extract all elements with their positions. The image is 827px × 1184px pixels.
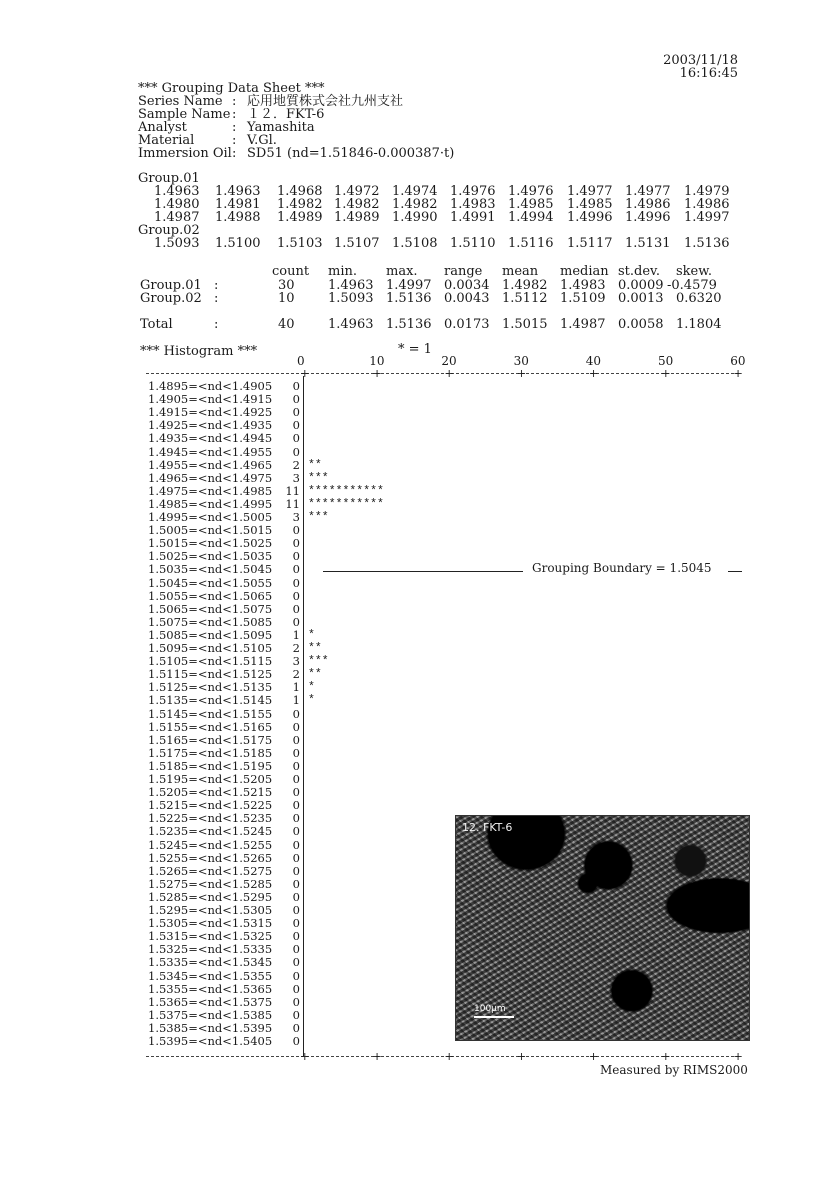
bin-range: 1.5135=<nd<1.5145 [148,693,273,708]
group-value: 1.4963 [154,184,200,199]
bin-range: 1.5055=<nd<1.5065 [148,588,273,603]
bin-count: 2 [292,641,300,655]
group-value: 1.4987 [154,210,200,225]
bin-range: 1.5295=<nd<1.5305 [148,903,273,917]
bin-count: 0 [292,562,300,577]
bin-count: 0 [292,418,300,433]
bin-bar: * [308,681,315,695]
stats-header: st.dev. [618,264,660,279]
bin-bar: ** [308,668,322,682]
group-value: 1.4991 [450,210,496,225]
bin-count: 0 [292,392,300,407]
stats-value: 0.0013 [618,291,664,306]
bin-range: 1.4905=<nd<1.4915 [148,392,273,407]
group-value: 1.4977 [567,184,613,199]
stats-header: median [560,264,609,279]
stats-value: 1.5112 [502,291,548,306]
stats-value: 1.4963 [328,317,374,332]
group-value: 1.4963 [215,184,261,199]
bin-count: 0 [292,719,300,734]
axis-tick-mark: + [733,366,743,380]
axis-tick-mark: + [444,1049,455,1063]
bin-range: 1.5215=<nd<1.5225 [148,798,273,813]
bin-range: 1.4975=<nd<1.4985 [148,483,273,498]
stats-value: 0.0058 [618,317,664,332]
meta-separator: : [232,94,237,109]
stats-row-name: Total [140,317,173,332]
stats-value: 1.5093 [328,291,374,306]
stats-value: 1.1804 [676,317,722,332]
stats-value: 1.5015 [502,317,548,332]
axis-tick-mark: + [733,1049,743,1063]
group-value: 1.4974 [392,184,438,199]
group-value: 1.4986 [684,197,730,212]
axis-bottom-line [146,1056,739,1057]
bin-count: 0 [292,379,300,393]
scale-bar-label: 100μm [474,1004,506,1014]
axis-tick-mark: + [444,366,455,380]
stats-value: 1.4983 [560,278,606,293]
stats-row-name: Group.02 [140,291,202,306]
scale-bar [474,1016,514,1018]
stats-value: 1.4987 [560,317,606,332]
group-value: 1.4968 [277,184,323,199]
axis-tick-mark: + [661,366,671,380]
bin-count: 0 [292,929,300,944]
report-date: 2003/11/18 [663,53,738,68]
group-value: 1.5093 [154,236,200,251]
bin-range: 1.4985=<nd<1.4995 [148,496,273,511]
grouping-boundary-tail [728,571,742,572]
bin-range: 1.5165=<nd<1.5175 [148,732,273,747]
histogram-scale-note: * = 1 [398,342,432,357]
stats-value: 0.0034 [444,278,490,293]
meta-value: SD51 (nd=1.51846-0.000387·t) [247,146,455,161]
bin-range: 1.5395=<nd<1.5405 [148,1034,273,1048]
bin-bar: * [308,694,315,708]
group-value: 1.4976 [508,184,554,199]
stats-header: count [272,264,310,279]
bin-count: 1 [292,680,300,695]
grouping-boundary-label: Grouping Boundary = 1.5045 [532,561,712,576]
bin-range: 1.4945=<nd<1.4955 [148,444,273,459]
axis-tick-label: 30 [513,354,529,368]
meta-separator: : [232,146,237,161]
bin-count: 0 [292,732,300,747]
bin-range: 1.5105=<nd<1.5115 [148,654,273,669]
group-value: 1.5103 [277,236,323,251]
axis-tick-mark: + [372,1049,382,1063]
bin-count: 0 [292,405,300,420]
bin-range: 1.5125=<nd<1.5135 [148,680,273,695]
meta-separator: : [232,133,237,148]
group-value: 1.4997 [684,210,730,225]
meta-value: V.Gl. [247,133,277,148]
bin-count: 0 [292,549,300,564]
bin-range: 1.5345=<nd<1.5355 [148,968,273,983]
bin-count: 0 [292,824,300,839]
meta-separator: : [232,107,237,122]
bin-range: 1.4955=<nd<1.4965 [148,457,273,472]
meta-separator: : [232,120,237,135]
bin-range: 1.5015=<nd<1.5025 [148,536,273,551]
bin-count: 0 [292,785,300,800]
group-value: 1.4996 [567,210,613,225]
group-name: Group.02 [138,223,200,238]
bin-bar: ** [308,458,322,472]
bin-bar: ** [308,642,322,655]
stats-value: 1.4963 [328,278,374,293]
bin-range: 1.5145=<nd<1.5155 [148,706,273,721]
bin-range: 1.5265=<nd<1.5275 [148,863,273,878]
bin-range: 1.5195=<nd<1.5205 [148,772,273,786]
bin-range: 1.5115=<nd<1.5125 [148,667,273,682]
stats-header: range [444,264,483,279]
bin-range: 1.5335=<nd<1.5345 [148,955,273,970]
bin-range: 1.5155=<nd<1.5165 [148,719,273,734]
footer-note: Measured by RIMS2000 [600,1063,748,1077]
bin-range: 1.5315=<nd<1.5325 [148,929,273,944]
stats-value: 1.4982 [502,278,548,293]
bin-range: 1.5385=<nd<1.5395 [148,1020,273,1035]
axis-tick-label: 0 [297,354,305,368]
bin-count: 0 [292,1020,300,1035]
stats-header: max. [386,264,418,279]
bin-count: 0 [292,981,300,996]
group-value: 1.5117 [567,236,613,251]
stats-value: 10 [278,291,295,306]
bin-count: 0 [292,758,300,773]
axis-top-line [146,373,739,374]
meta-value: Yamashita [247,120,315,135]
bin-count: 0 [292,942,300,957]
meta-value: 応用地質株式会社九州支社 [247,94,404,109]
group-value: 1.4979 [684,184,730,199]
group-value: 1.4981 [215,197,261,212]
bin-range: 1.5305=<nd<1.5315 [148,916,273,931]
micrograph-label: 12. FKT-6 [462,821,513,834]
group-value: 1.4982 [334,197,380,212]
bin-count: 11 [285,483,300,498]
bin-count: 0 [292,798,300,813]
meta-value: １２．FKT-6 [247,107,325,122]
group-value: 1.4989 [277,210,323,225]
axis-tick-mark: + [300,366,310,380]
group-value: 1.4996 [625,210,671,225]
bin-count: 0 [292,601,300,616]
group-value: 1.4988 [215,210,261,225]
group-value: 1.5100 [215,236,261,251]
bin-count: 0 [292,876,300,891]
bin-range: 1.5065=<nd<1.5075 [148,601,273,616]
bin-count: 0 [292,745,300,760]
bin-bar: *********** [308,484,384,498]
bin-range: 1.5045=<nd<1.5055 [148,575,273,590]
bin-count: 0 [292,444,300,459]
bin-range: 1.5235=<nd<1.5245 [148,824,273,839]
stats-value: 0.0009 [618,278,664,293]
bin-range: 1.5025=<nd<1.5035 [148,549,273,564]
group-value: 1.4982 [392,197,438,212]
bin-range: 1.5095=<nd<1.5105 [148,641,273,655]
stats-row-name: Group.01 [140,278,202,293]
group-value: 1.5116 [508,236,554,251]
axis-tick-mark: + [516,366,527,380]
stats-value: 30 [278,278,295,293]
stats-value: 0.0043 [444,291,490,306]
bin-bar: *** [308,511,329,524]
bin-count: 0 [292,575,300,590]
bin-range: 1.5325=<nd<1.5335 [148,942,273,957]
bin-count: 0 [292,536,300,551]
stats-value: 40 [278,317,295,332]
sheet-title: *** Grouping Data Sheet *** [138,81,325,96]
stats-value: 1.5136 [386,291,432,306]
glass-micrograph [455,815,750,1041]
axis-tick-label: 40 [585,354,602,368]
group-value: 1.4985 [508,197,554,212]
bin-range: 1.4895=<nd<1.4905 [148,379,273,393]
bin-range: 1.5075=<nd<1.5085 [148,614,273,629]
axis-tick-mark: + [372,366,382,380]
group-value: 1.4972 [334,184,380,199]
bin-count: 3 [292,510,300,524]
group-value: 1.4994 [508,210,554,225]
bin-count: 0 [292,588,300,603]
stats-row-sep: : [214,291,219,306]
bin-range: 1.4995=<nd<1.5005 [148,510,273,524]
group-name: Group.01 [138,171,200,186]
bin-count: 1 [292,693,300,708]
axis-tick-mark: + [588,1049,599,1063]
bin-count: 0 [292,968,300,983]
bin-count: 0 [292,903,300,917]
bin-count: 11 [285,496,300,511]
bin-count: 1 [292,627,300,642]
bin-range: 1.4965=<nd<1.4975 [148,470,273,485]
bin-range: 1.4935=<nd<1.4945 [148,431,273,446]
bin-range: 1.5175=<nd<1.5185 [148,745,273,760]
group-value: 1.4986 [625,197,671,212]
bin-range: 1.5375=<nd<1.5385 [148,1007,273,1022]
bin-count: 0 [292,706,300,721]
bin-bar: *** [308,655,329,669]
stats-value: 0.6320 [676,291,722,306]
group-value: 1.5110 [450,236,496,251]
meta-label: Material [138,133,195,148]
bin-count: 2 [292,667,300,682]
group-value: 1.5108 [392,236,438,251]
bin-count: 0 [292,955,300,970]
bin-range: 1.5255=<nd<1.5265 [148,850,273,865]
bin-count: 0 [292,889,300,904]
bin-count: 0 [292,837,300,852]
bin-range: 1.5185=<nd<1.5195 [148,758,273,773]
group-value: 1.5136 [684,236,730,251]
bin-range: 1.4925=<nd<1.4935 [148,418,273,433]
bin-range: 1.5005=<nd<1.5015 [148,523,273,538]
bin-count: 0 [292,1007,300,1022]
stats-row-sep: : [214,317,219,332]
stats-value: -0.4579 [667,278,717,293]
axis-tick-mark: + [516,1049,527,1063]
bin-count: 0 [292,850,300,865]
group-value: 1.4983 [450,197,496,212]
stats-value: 0.0173 [444,317,490,332]
axis-tick-label: 20 [441,354,457,368]
bin-range: 1.5285=<nd<1.5295 [148,889,273,904]
bin-count: 0 [292,863,300,878]
stats-header: min. [328,264,357,279]
bin-range: 1.5035=<nd<1.5045 [148,562,273,577]
group-value: 1.4985 [567,197,613,212]
stats-header: skew. [676,264,712,279]
stats-value: 1.4997 [386,278,432,293]
bin-count: 0 [292,614,300,629]
group-value: 1.4976 [450,184,496,199]
bin-count: 0 [292,431,300,446]
meta-label: Series Name [138,94,223,109]
histogram-title: *** Histogram *** [140,344,258,359]
stats-row-sep: : [214,278,219,293]
bin-count: 3 [292,470,300,485]
bin-count: 0 [292,811,300,826]
group-value: 1.4977 [625,184,671,199]
meta-label: Immersion Oil [138,146,232,161]
grouping-boundary-line [323,571,523,572]
bin-count: 0 [292,523,300,538]
bin-range: 1.4915=<nd<1.4925 [148,405,273,420]
axis-tick-label: 50 [658,354,674,368]
group-value: 1.5131 [625,236,671,251]
bin-range: 1.5225=<nd<1.5235 [148,811,273,826]
group-value: 1.4989 [334,210,380,225]
stats-header: mean [502,264,539,279]
bin-range: 1.5275=<nd<1.5285 [148,876,273,891]
bin-count: 3 [292,654,300,669]
histogram-baseline [303,376,304,1056]
axis-tick-mark: + [300,1049,310,1063]
group-value: 1.4980 [154,197,200,212]
bin-count: 0 [292,916,300,931]
axis-tick-label: 10 [369,354,385,368]
stats-value: 1.5136 [386,317,432,332]
bin-count: 0 [292,994,300,1009]
bin-count: 0 [292,1034,300,1048]
group-value: 1.4982 [277,197,323,212]
axis-tick-mark: + [588,366,599,380]
bin-count: 0 [292,772,300,786]
axis-tick-mark: + [661,1049,671,1063]
group-value: 1.5107 [334,236,380,251]
bin-range: 1.5205=<nd<1.5215 [148,785,273,800]
bin-range: 1.5365=<nd<1.5375 [148,994,273,1009]
bin-range: 1.5085=<nd<1.5095 [148,627,273,642]
group-value: 1.4990 [392,210,438,225]
bin-bar: * [308,628,315,642]
meta-label: Analyst [138,120,187,135]
axis-tick-label: 60 [730,354,746,368]
bin-bar: *********** [308,497,384,511]
report-time: 16:16:45 [679,66,738,81]
bin-count: 2 [292,457,300,472]
bin-range: 1.5355=<nd<1.5365 [148,981,273,996]
stats-value: 1.5109 [560,291,606,306]
meta-label: Sample Name [138,107,231,122]
bin-bar: *** [308,471,329,485]
bin-range: 1.5245=<nd<1.5255 [148,837,273,852]
